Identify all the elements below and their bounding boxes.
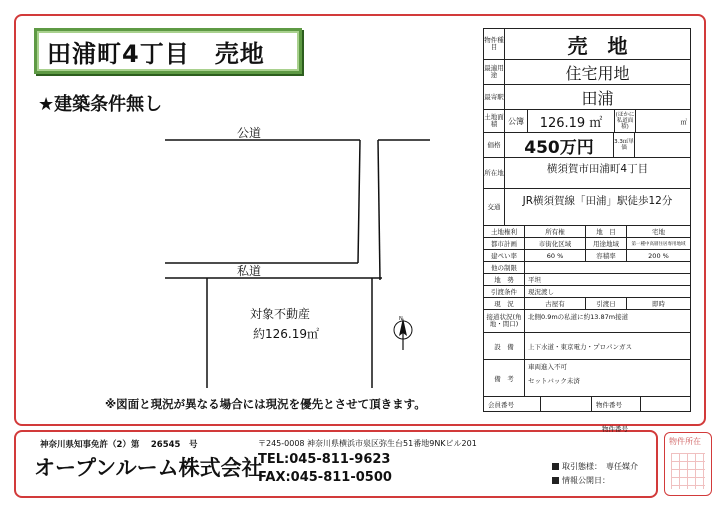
current-head: 現 況: [484, 298, 525, 309]
member-no-label: 会員番号: [484, 397, 541, 411]
area-head: 土地面積: [484, 110, 505, 132]
delivery-cond-head: 引渡条件: [484, 286, 525, 297]
area-prefix: 公簿: [505, 110, 528, 132]
remarks-head: 備 考: [484, 360, 525, 396]
company-address: 〒245-0008 神奈川県横浜市泉区弥生台51番地9NKビル201: [258, 439, 477, 448]
bcr-head: 建ぺい率: [484, 250, 525, 261]
square-icon: [552, 477, 559, 484]
delivery-cond-value: 現況渡し: [528, 288, 554, 296]
road-head: 接道状況(角地・間口): [484, 310, 525, 332]
private-road-label: 私道: [237, 264, 262, 278]
row-delivery-cond: [484, 286, 690, 298]
fax: FAX:045-811-0500: [258, 470, 392, 485]
disclaimer-note: ※図面と現況が異なる場合には現況を優先とさせて頂きます。: [105, 397, 426, 411]
far-head: 容積率: [586, 250, 627, 261]
row-remarks: [484, 360, 690, 396]
bcr-value: 60 %: [525, 250, 586, 261]
access-value: JR横須賀線「田浦」駅徒歩12分: [522, 195, 673, 207]
station-value: 田浦: [581, 88, 614, 108]
compass-icon: [394, 318, 412, 350]
row-use: [484, 60, 690, 85]
facility-head: 設 備: [484, 333, 525, 359]
tel: TEL:045-811-9623: [258, 452, 391, 467]
info-date: [552, 475, 610, 486]
city-plan-head: 都市計画: [484, 238, 525, 249]
private-road-edge: [358, 140, 360, 263]
station-head: 最寄駅: [484, 85, 505, 109]
facility-value: 上下水道・東京電力・プロパンガス: [528, 342, 632, 351]
member-no-value: [541, 397, 592, 411]
type-value: 売 地: [567, 33, 628, 58]
delivery-head: 引渡日: [586, 298, 627, 309]
land-right-value: 所有権: [525, 226, 586, 237]
row-other-restrict: [484, 262, 690, 274]
page-title: 田浦町4丁目 売地: [47, 40, 265, 68]
terrain-value: 平坦: [528, 276, 541, 284]
deal-label: 取引態様：: [562, 462, 598, 471]
land-right-head: 土地権利: [484, 226, 525, 237]
row-city-plan: [484, 238, 690, 250]
private-area-unit: ㎡: [680, 117, 687, 126]
row-access: [484, 189, 690, 226]
square-icon: [552, 463, 559, 470]
zoning-head: 用途地域: [586, 238, 627, 249]
row-price: [484, 133, 690, 158]
deal-value: 専任媒介: [606, 462, 638, 471]
remarks-line-1: 車両進入不可: [528, 363, 567, 371]
chimoku-head: 地 目: [586, 226, 627, 237]
building-condition: ★建築条件無し: [38, 94, 163, 115]
address-value: 横須賀市田浦町4丁目: [546, 163, 649, 175]
row-facility: [484, 333, 690, 360]
city-plan-value: 市街化区域: [525, 238, 586, 249]
road-value: 北側0.9mの私道に約13.87m接道: [528, 313, 629, 321]
stamp-label: 物件所在: [669, 437, 701, 446]
row-type: [484, 29, 690, 60]
use-value: 住宅用地: [565, 63, 630, 83]
access-head: 交通: [484, 189, 505, 225]
row-land-right: [484, 226, 690, 238]
price-head: 価格: [484, 133, 505, 157]
row-area: [484, 110, 690, 133]
row-terrain: [484, 274, 690, 286]
delivery-value: 即時: [652, 300, 665, 308]
property-no-label: 物件番号: [592, 397, 641, 411]
info-label: 情報公開日：: [562, 476, 610, 485]
row-bcr: [484, 250, 690, 262]
property-area: 約126.19㎡: [253, 327, 319, 341]
member-table: [483, 396, 691, 412]
current-value: 古屋有: [525, 298, 586, 309]
public-road-label: 公道: [237, 126, 262, 140]
row-station: [484, 85, 690, 110]
price-value: 450万円: [505, 133, 614, 157]
property-no-value: [641, 397, 690, 411]
remarks-cell: [525, 360, 690, 396]
property-label: 対象不動産: [250, 307, 311, 321]
property-table: [483, 28, 691, 397]
company-name: オープンルーム株式会社: [34, 456, 263, 480]
deal-type: [552, 461, 638, 472]
unit-price-value: [635, 133, 690, 157]
private-area-head: (ほかに私道面積): [615, 112, 635, 130]
other-restrict-head: 他の制限: [484, 262, 525, 273]
private-road-right-edge: [378, 140, 380, 280]
type-head: 物件種目: [484, 29, 505, 59]
far-value: 200 %: [648, 251, 669, 260]
chimoku-value: 宅地: [652, 228, 665, 236]
row-current: [484, 298, 690, 310]
terrain-head: 地 勢: [484, 274, 525, 285]
zoning-value: 第一種中高層住居専用地域: [631, 241, 686, 247]
license-text: 神奈川県知事免許（2）第 26545 号: [40, 440, 198, 450]
unit-price-head: 3.3㎡単価: [614, 133, 635, 157]
row-road: [484, 310, 690, 333]
area-value: 126.19 ㎡: [528, 110, 615, 132]
property-no-below: 物件番号: [602, 425, 628, 433]
remarks-line-2: セットバック未済: [528, 377, 580, 385]
use-head: 最適用途: [484, 60, 505, 84]
address-head: 所在地: [484, 158, 505, 188]
compass-label: N: [399, 316, 403, 322]
other-restrict-value: [525, 262, 690, 273]
row-address: [484, 158, 690, 189]
